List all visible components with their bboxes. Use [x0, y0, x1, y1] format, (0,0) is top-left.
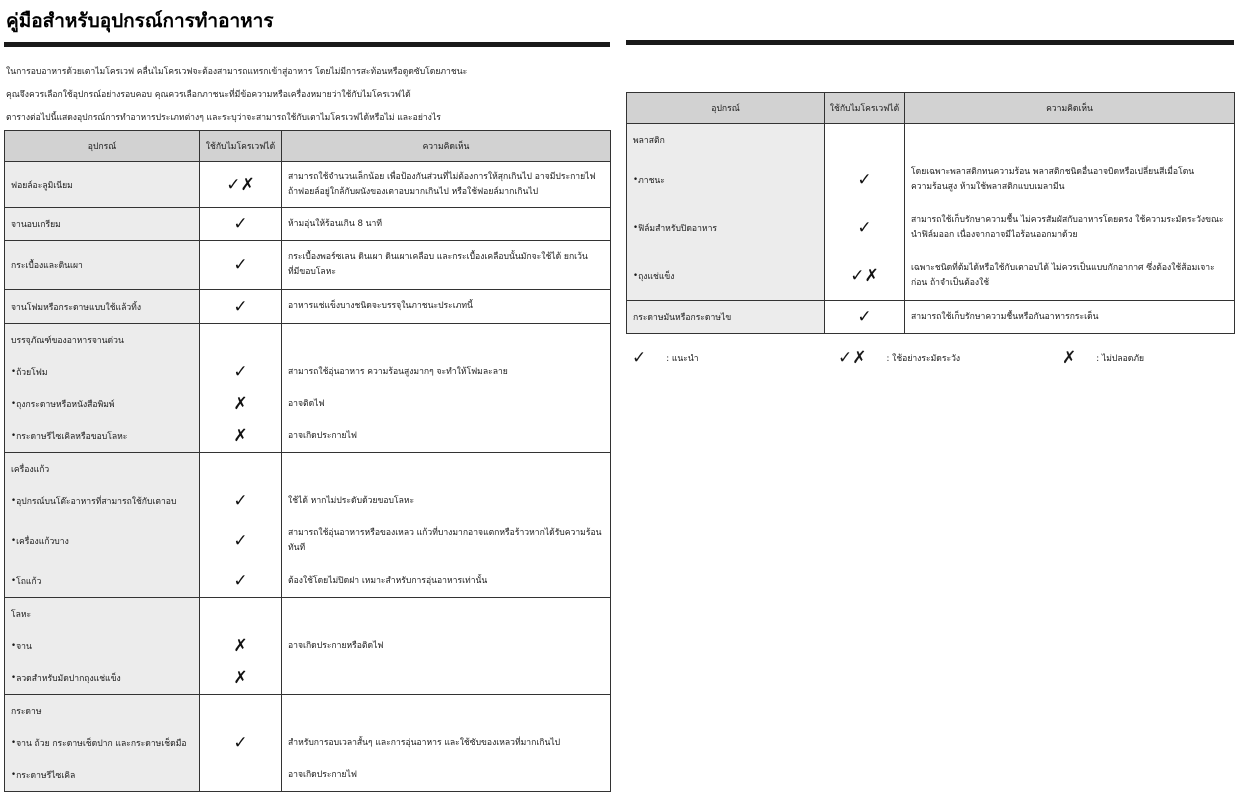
check-icon: ✓: [233, 362, 248, 382]
col-header-microwave-safe: ใช้กับไมโครเวฟได้: [200, 131, 282, 162]
utensil-subitem: • ภาชนะ: [627, 156, 824, 204]
comment-line: สามารถใช้จำนวนเล็กน้อย เพื่อป้องกันส่วนที่ไม่ต้องการให้สุกเกินไป อาจมีประกายไฟ: [288, 171, 596, 182]
comment-lines: [911, 261, 1215, 291]
comment-cell: [282, 695, 611, 792]
check-cross-icon: ✓✗: [838, 348, 867, 368]
intro-paragraph-3: ตารางต่อไปนี้แสดงอุปกรณ์การทำอาหารประเภทต่างๆ และระบุว่าจะสามารถใช้กับเตาไมโครเวฟได้หรือไม่ และอย่างไร: [6, 113, 441, 123]
col-header-microwave-safe: ใช้กับไมโครเวฟได้: [825, 93, 905, 124]
table-row: [5, 695, 611, 792]
check-icon: ✓: [857, 218, 872, 238]
comment-cell: [282, 598, 611, 695]
comment-lines: [288, 639, 384, 654]
comment-line: สำหรับการอบเวลาสั้นๆ และการอุ่นอาหาร และใช้ซับของเหลวที่มากเกินไป: [288, 737, 561, 748]
utensil-label: กระดาษ: [11, 707, 42, 717]
comment-cell: [282, 208, 611, 241]
comment-cell: [282, 453, 611, 598]
check-cross-icon: ✓✗: [850, 266, 879, 286]
table-row: [5, 324, 611, 453]
utensil-label: กระเบื้องและดินเผา: [11, 261, 83, 271]
comment-text: [282, 162, 610, 207]
check-icon: ✓: [233, 491, 248, 511]
comment-line: สามารถใช้เก็บรักษาความชื้นหรือกันอาหารกระเด็น: [911, 311, 1099, 322]
comment-cell: [282, 162, 611, 208]
comment-text: [282, 241, 610, 289]
microwave-safe-cell: [200, 453, 282, 598]
comment-lines: [288, 574, 487, 589]
microwave-safe-cell: [200, 162, 282, 208]
utensil-cell: [5, 695, 200, 792]
table-row: [627, 124, 1235, 301]
comment-line: ต้องใช้โดยไม่ปิดฝา เหมาะสำหรับการอุ่นอาหารเท่านั้น: [288, 575, 488, 586]
table-row: [5, 290, 611, 324]
comment-line: สามารถใช้อุ่นอาหาร ความร้อนสูงมากๆ จะทำให้โฟมละลาย: [288, 366, 508, 377]
comment-line: สามารถใช้เก็บรักษาความชื้น ไม่ควรสัมผัสกับอาหารโดยตรง ใช้ความระมัดระวังขณะ: [911, 215, 1224, 225]
comment-text: [282, 598, 610, 630]
comment-line: อาจเกิดประกายไฟ: [288, 769, 357, 780]
comment-text: [282, 485, 610, 517]
comment-line: ห้ามอุ่นให้ร้อนเกิน 8 นาที: [288, 218, 383, 229]
microwave-safe-cell: [200, 695, 282, 792]
comment-lines: [288, 526, 601, 556]
comment-text: [282, 324, 610, 356]
cross-icon: ✗: [233, 668, 248, 688]
microwave-safe-cell: [200, 324, 282, 453]
table-row: [5, 208, 611, 241]
utensil-label: พลาสติก: [633, 136, 665, 146]
comment-line: นำฟิล์มออก เนื่องจากอาจมีไอร้อนออกมาด้วย: [911, 230, 1078, 240]
empty-mark: [200, 453, 281, 485]
page-title: คู่มือสำหรับอุปกรณ์การทำอาหาร: [6, 10, 274, 32]
utensil-subitem: • ฟิล์มสำหรับปิดอาหาร: [627, 204, 824, 252]
microwave-safe-cell: [200, 290, 282, 324]
utensil-cell: [5, 598, 200, 695]
comment-line: อาหารแช่แข็งบางชนิดจะบรรจุในภาชนะประเภทนี้: [288, 301, 473, 311]
legend-label: : ใช้อย่างระมัดระวัง: [886, 354, 961, 364]
comment-text: [282, 388, 610, 420]
microwave-safe-cell: [200, 208, 282, 241]
comment-text: [282, 517, 610, 565]
comment-line: กระเบื้องพอร์ซเลน ดินเผา ดินเผาเคลือบ และกระเบื้องเคลือบนั้นมักจะใช้ได้ ยกเว้น: [288, 252, 588, 262]
comment-line: อาจเกิดประกายไฟ: [288, 430, 357, 441]
comment-lines: [288, 397, 325, 412]
comment-cell: [905, 124, 1235, 301]
check-icon: ✓: [233, 733, 248, 753]
comment-lines: [288, 250, 588, 280]
comment-line: ทันที: [288, 543, 306, 553]
utensil-subitem: • ถ้วยโฟม: [5, 356, 199, 388]
comment-line: ถ้าฟอยล์อยู่ใกล้กับผนังของเตาอบมากเกินไป หรือใช้ฟอยล์มากเกินไป: [288, 186, 539, 197]
comment-lines: [911, 310, 1099, 325]
table-row: [5, 241, 611, 290]
intro-paragraph-2: คุณจึงควรเลือกใช้อุปกรณ์อย่างรอบคอบ คุณควรเลือกภาชนะที่มีข้อความหรือเครื่องหมายว่าใช้กับไมโครเวฟได้: [6, 90, 411, 100]
comment-line: ที่มีขอบโลหะ: [288, 267, 336, 277]
utensil-subitem: • โถแก้ว: [5, 565, 199, 597]
comment-text: [282, 290, 610, 323]
utensil-label: เครื่องแก้ว: [11, 465, 50, 475]
utensil-label: จานอบเกรียม: [11, 220, 61, 230]
comment-line: อาจติดไฟ: [288, 398, 325, 409]
comment-cell: [282, 324, 611, 453]
intro-paragraph-1: ในการอบอาหารด้วยเตาไมโครเวฟ คลื่นไมโครเวฟจะต้องสามารถแทรกเข้าสู่อาหาร โดยไม่มีการสะท้อนหรือดูดซับโดยภาชนะ: [6, 67, 468, 77]
comment-text: [282, 662, 610, 694]
utensil-cell: [5, 324, 200, 453]
comment-lines: [911, 165, 1194, 195]
check-icon: ✓: [233, 571, 248, 591]
utensil-cell: [627, 124, 825, 301]
comment-text: [905, 204, 1234, 252]
utensil-table-left: [4, 130, 611, 792]
comment-text: [282, 453, 610, 485]
legend-use-caution: [838, 348, 960, 368]
comment-text: [282, 695, 610, 727]
empty-mark: [200, 759, 281, 791]
empty-mark: [200, 695, 281, 727]
utensil-label: บรรจุภัณฑ์ของอาหารจานด่วน: [11, 336, 124, 346]
title-rule-right: [626, 40, 1234, 45]
comment-line: ใช้ได้ หากไม่ประดับด้วยขอบโลหะ: [288, 495, 415, 506]
comment-lines: [288, 736, 560, 751]
comment-line: อาจเกิดประกายหรือติดไฟ: [288, 640, 384, 651]
comment-lines: [288, 299, 473, 314]
check-icon: ✓: [233, 255, 248, 275]
table-row: [5, 453, 611, 598]
comment-text: [282, 420, 610, 452]
utensil-subitem: • กระดาษรีไซเคิล: [5, 759, 199, 791]
utensil-cell: [5, 162, 200, 208]
comment-text: [282, 727, 610, 759]
check-icon: ✓: [233, 214, 248, 234]
comment-line: เฉพาะชนิดที่ต้มได้หรือใช้กับเตาอบได้ ไม่ควรเป็นแบบกักอากาศ ซึ่งต้องใช้ส้อมเจาะ: [911, 263, 1215, 273]
utensil-subitem: • จาน ถ้วย กระดาษเช็ดปาก และกระดาษเช็ดมือ: [5, 727, 199, 759]
col-header-utensil: อุปกรณ์: [5, 131, 200, 162]
cross-icon: ✗: [233, 426, 248, 446]
table-row: [5, 162, 611, 208]
comment-text: [282, 565, 610, 597]
microwave-safe-cell: [825, 301, 905, 334]
utensil-cell: [5, 208, 200, 241]
check-icon: ✓: [857, 307, 872, 327]
check-icon: ✓: [233, 296, 248, 317]
utensil-subitem: • ถุงกระดาษหรือหนังสือพิมพ์: [5, 388, 199, 420]
comment-lines: [288, 494, 414, 509]
comment-line: สามารถใช้อุ่นอาหารหรือของเหลว แก้วที่บางมากอาจแตกหรือร้าวหากได้รับความร้อน: [288, 528, 602, 538]
utensil-subitem: • จาน: [5, 630, 199, 662]
comment-lines: [288, 365, 508, 380]
utensil-label: ฟอยล์อะลูมิเนียม: [11, 180, 73, 191]
microwave-safe-cell: [200, 598, 282, 695]
utensil-cell: [5, 241, 200, 290]
comment-text: [282, 630, 610, 662]
legend-label: : ไม่ปลอดภัย: [1096, 354, 1145, 364]
comment-lines: [288, 217, 382, 232]
cross-icon: ✗: [1062, 348, 1077, 368]
comment-line: โดยเฉพาะพลาสติกทนความร้อน พลาสติกชนิดอื่นอาจบิดหรือเปลี่ยนสีเมื่อโดน: [911, 167, 1195, 177]
cross-icon: ✗: [233, 636, 248, 656]
comment-text: [905, 156, 1234, 204]
table-row: [5, 598, 611, 695]
cross-icon: ✗: [233, 394, 248, 414]
utensil-table-right: [626, 92, 1235, 334]
comment-text: [282, 759, 610, 791]
utensil-cell: [5, 453, 200, 598]
utensil-subitem: • ถุงแช่แข็ง: [627, 252, 824, 300]
check-icon: ✓: [632, 348, 647, 368]
utensil-subitem: • เครื่องแก้วบาง: [5, 517, 199, 565]
comment-lines: [288, 768, 357, 783]
legend-recommended: [632, 348, 699, 368]
comment-lines: [288, 170, 596, 200]
col-header-comments: ความคิดเห็น: [282, 131, 611, 162]
legend-unsafe: [1062, 348, 1144, 368]
utensil-subitem: • อุปกรณ์บนโต๊ะอาหารที่สามารถใช้กับเตาอบ: [5, 485, 199, 517]
comment-text: [282, 356, 610, 388]
utensil-cell: [627, 301, 825, 334]
utensil-subitem: • ลวดสำหรับมัดปากถุงแช่แข็ง: [5, 662, 199, 694]
title-rule-left: [4, 42, 610, 47]
utensil-cell: [5, 290, 200, 324]
comment-lines: [288, 429, 357, 444]
microwave-safe-cell: [200, 241, 282, 290]
comment-cell: [282, 241, 611, 290]
check-icon: ✓: [857, 170, 872, 190]
comment-text: [905, 252, 1234, 300]
check-cross-icon: ✓✗: [226, 174, 255, 195]
comment-text: [905, 301, 1234, 333]
comment-text: [282, 208, 610, 240]
comment-cell: [282, 290, 611, 324]
comment-line: ความร้อนสูง ห้ามใช้พลาสติกแบบเมลามีน: [911, 182, 1065, 192]
utensil-label: จานโฟมหรือกระดาษแบบใช้แล้วทิ้ง: [11, 302, 142, 313]
table-row: [627, 301, 1235, 334]
utensil-label: โลหะ: [11, 610, 32, 620]
comment-lines: [911, 213, 1224, 243]
comment-line: ก่อน ถ้าจำเป็นต้องใช้: [911, 278, 990, 288]
check-icon: ✓: [233, 531, 248, 551]
empty-mark: [825, 124, 904, 156]
comment-cell: [905, 301, 1235, 334]
comment-text: [905, 124, 1234, 156]
empty-mark: [200, 598, 281, 630]
empty-mark: [200, 324, 281, 356]
utensil-label: กระดาษมันหรือกระดาษไข: [633, 313, 732, 323]
utensil-subitem: • กระดาษรีไซเคิลหรือขอบโลหะ: [5, 420, 199, 452]
microwave-safe-cell: [825, 124, 905, 301]
legend-label: : แนะนำ: [666, 354, 699, 364]
col-header-comments: ความคิดเห็น: [905, 93, 1235, 124]
col-header-utensil: อุปกรณ์: [627, 93, 825, 124]
